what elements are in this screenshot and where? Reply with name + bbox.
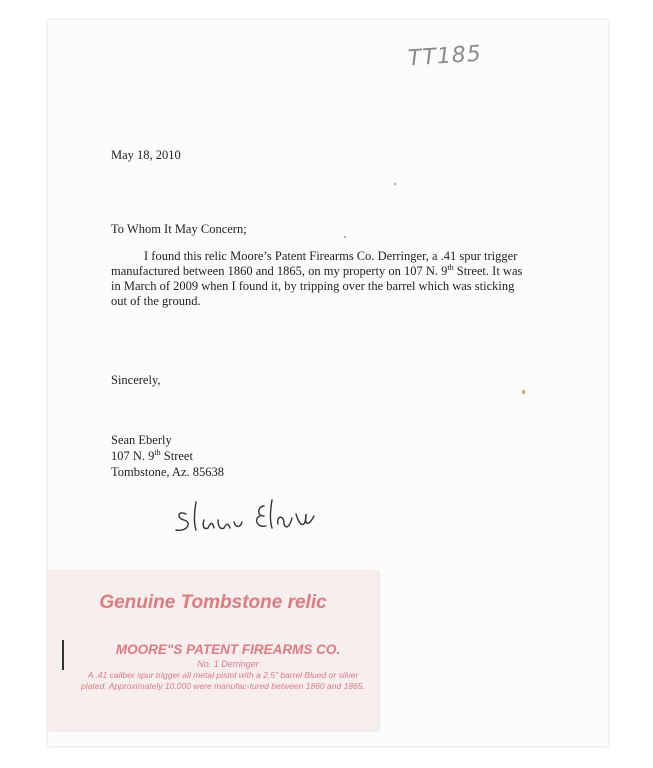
letter-date: May 18, 2010 [111,148,181,162]
sender-street-number: 107 N. 9 [111,449,155,463]
label-description: A .41 caliber spur trigger all metal pistol with a 2.5" barrel Blued or silver plated. Approximately 10,000 were manufac-tured between 1860 and 1865. [81,670,365,691]
paper-speck [522,390,525,394]
letter-salutation: To Whom It May Concern; [111,222,247,236]
label-headline: Genuine Tombstone relic [99,592,327,613]
sender-street [111,448,224,464]
catalog-handwritten-note: TT185 [407,41,483,72]
sender-street-superscript: th [154,447,161,457]
letter-closing: Sincerely, [111,373,161,387]
letter-body-part: Street. It was in March of 2009 when I found it, by tripping over the barrel which was sticking out of the ground. [111,264,523,308]
handwritten-signature [172,494,332,539]
relic-label [48,570,378,730]
label-subtitle: No. 1 Derringer [197,659,259,669]
letter-body [111,249,531,309]
sender-city: Tombstone, Az. 85638 [111,465,225,479]
sender-block [111,432,224,480]
sender-name: Sean Eberly [111,433,172,447]
paper-speck [344,236,346,238]
letter-body-part: I found this relic Moore’s Patent Firearms Co. Derringer, a .41 spur trigger manufactured between 1860 and 1865, on my property on 107 N. 9 [111,249,518,278]
letter-body-superscript: th [447,262,454,272]
paper-speck [394,183,396,185]
label-title: MOORE"S PATENT FIREARMS CO. [115,642,341,657]
sender-street-name: Street [160,449,193,463]
label-ink-mark [62,640,64,670]
